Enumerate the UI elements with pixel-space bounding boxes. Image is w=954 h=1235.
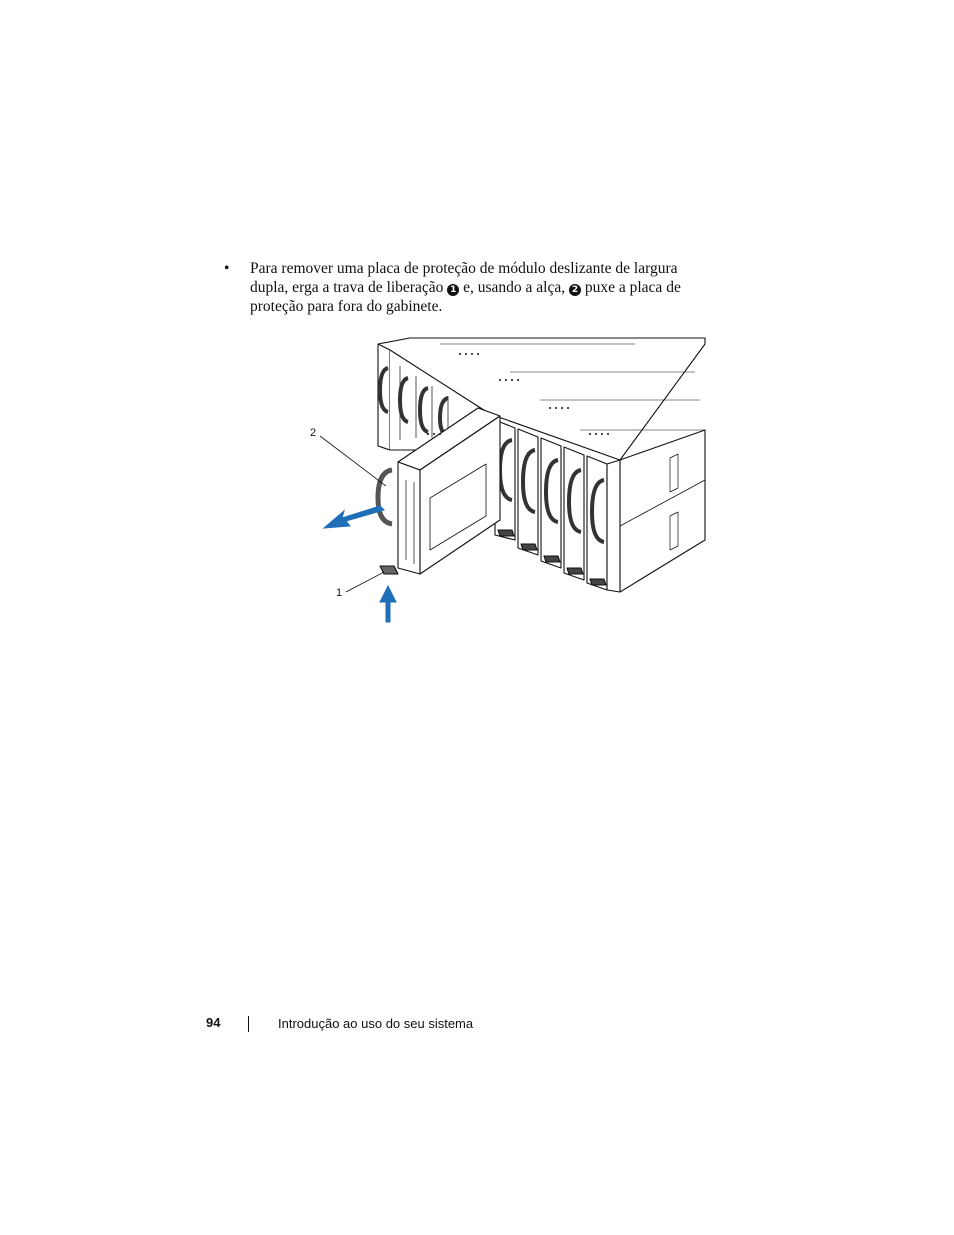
instruction-text-part2: e, usando a alça, bbox=[459, 279, 569, 296]
front-slot-3 bbox=[541, 438, 561, 568]
blank-handle bbox=[378, 470, 392, 524]
control-panel bbox=[607, 460, 620, 592]
pull-arrow bbox=[324, 506, 384, 528]
front-slot-4 bbox=[564, 447, 584, 580]
bullet-marker: • bbox=[224, 260, 230, 277]
page-number: 94 bbox=[206, 1015, 221, 1030]
instruction-text bbox=[250, 259, 695, 316]
footer-section-title: Introdução ao uso do seu sistema bbox=[278, 1016, 474, 1031]
lift-arrow bbox=[380, 586, 396, 622]
enclosure-illustration bbox=[300, 330, 720, 630]
instruction-text-part1: Para remover uma placa de proteção de módulo deslizante de largura dupla, erga a trava de liberação bbox=[250, 260, 678, 296]
chassis-right-side bbox=[620, 430, 705, 592]
front-slot-5 bbox=[587, 456, 607, 590]
removed-blank-face bbox=[398, 462, 420, 574]
reference-number-2: 2 bbox=[569, 284, 581, 296]
instruction-text-part3: puxe a placa de proteção para fora do gabinete. bbox=[250, 279, 681, 315]
footer-divider bbox=[248, 1016, 249, 1032]
callout-2: 2 bbox=[310, 427, 317, 439]
callout-1: 1 bbox=[336, 587, 343, 599]
enclosure-drawing bbox=[300, 330, 720, 630]
front-slot-2 bbox=[518, 429, 538, 555]
reference-number-1: 1 bbox=[447, 284, 459, 296]
